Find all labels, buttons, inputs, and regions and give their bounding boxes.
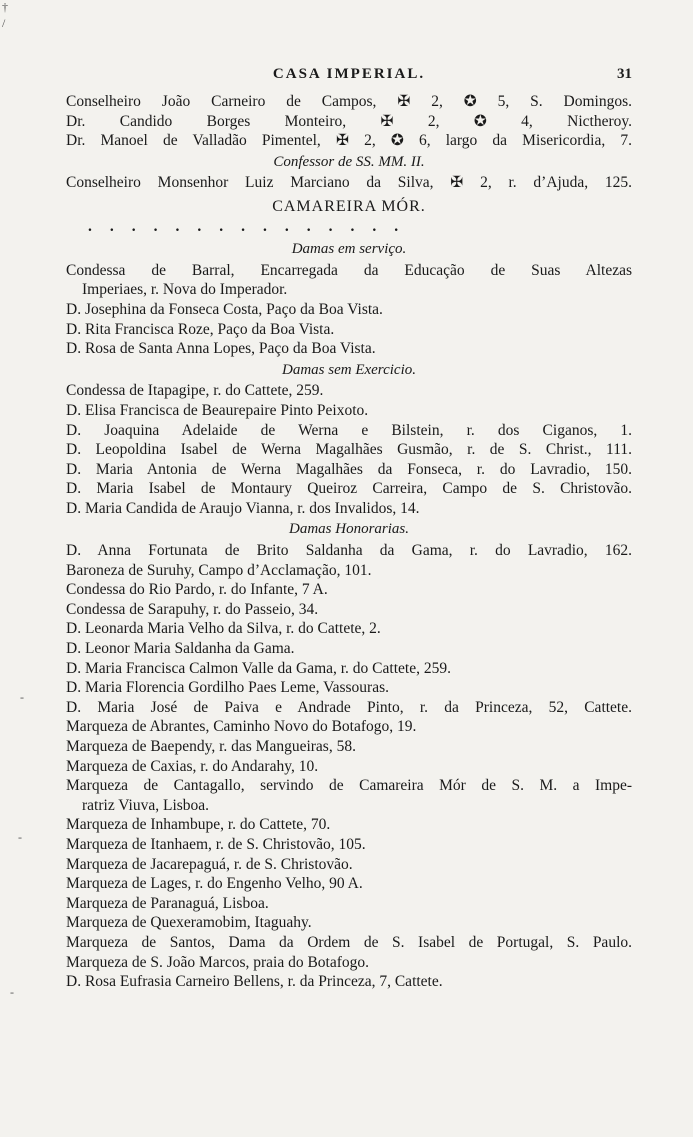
- dotted-leader: ...............: [88, 217, 417, 235]
- list-item: Marqueza de Baependy, r. das Mangueiras, 58.: [66, 738, 356, 755]
- list-item: Marqueza de Santos, Dama da Ordem de S. Isabel de Portugal, S. Paulo.: [66, 933, 632, 951]
- list-item: D. Maria Candida de Araujo Vianna, r. dos Invalidos, 14.: [66, 499, 420, 517]
- list-item: Baroneza de Suruhy, Campo d’Acclamação, 101.: [66, 561, 372, 579]
- list-item: Condessa de Barral, Encarregada da Educação de Suas Altezas: [66, 261, 632, 279]
- list-item: Marqueza de Jacarepaguá, r. de S. Christovão.: [66, 855, 353, 873]
- list-item: D. Elisa Francisca de Beaurepaire Pinto Peixoto.: [66, 401, 369, 419]
- list-item: Marqueza de Inhambupe, r. do Cattete, 70.: [66, 816, 331, 834]
- running-header: [66, 66, 632, 88]
- list-item: D. Rosa de Santa Anna Lopes, Paço da Boa Vista.: [66, 340, 376, 358]
- list-item: Marqueza de Cantagallo, servindo de Camareira Mór de S. M. a Impe-: [66, 777, 632, 795]
- page-title: CASA IMPERIAL.: [272, 66, 426, 82]
- list-item: D. Maria Florencia Gordilho Paes Leme, Vassouras.: [66, 679, 389, 697]
- office-heading: CAMAREIRA MÓR.: [272, 197, 426, 215]
- list-item: Imperiaes, r. Nova do Imperador.: [82, 281, 288, 299]
- list-item: Marqueza de Caxias, r. do Andarahy, 10.: [66, 757, 319, 775]
- section-heading: Damas Honorarias.: [288, 521, 409, 538]
- margin-mark: /: [2, 16, 6, 30]
- text-body: [66, 92, 632, 992]
- section-heading: Damas em serviço.: [291, 241, 407, 258]
- margin-mark: †: [2, 0, 8, 14]
- list-item: Marqueza de Paranaguá, Lisboa.: [66, 894, 269, 912]
- list-item: Conselheiro Monsenhor Luiz Marciano da Silva, ✠ 2, r. d’Ajuda, 125.: [66, 174, 632, 192]
- list-item: D. Anna Fortunata de Brito Saldanha da Gama, r. do Lavradio, 162.: [66, 542, 632, 560]
- list-item: D. Rita Francisca Roze, Paço da Boa Vista.: [66, 320, 335, 338]
- margin-mark: -: [10, 985, 14, 999]
- list-item: D. Josephina da Fonseca Costa, Paço da Boa Vista.: [66, 300, 383, 318]
- margin-mark: -: [18, 830, 22, 844]
- list-item: Dr. Candido Borges Monteiro, ✠ 2, ✪ 4, Nictheroy.: [66, 112, 632, 130]
- section-heading: Damas sem Exercicio.: [282, 361, 416, 378]
- list-item: Marqueza de Lages, r. do Engenho Velho, 90 A.: [66, 875, 363, 893]
- list-item: D. Maria Antonia de Werna Magalhães da Fonseca, r. do Lavradio, 150.: [66, 460, 632, 478]
- list-item: Condessa de Sarapuhy, r. do Passeio, 34.: [66, 600, 319, 618]
- list-item: D. Leopoldina Isabel de Werna Magalhães Gusmão, r. de S. Christ., 111.: [66, 441, 632, 459]
- list-item: Conselheiro João Carneiro de Campos, ✠ 2, ✪ 5, S. Domingos.: [66, 93, 632, 110]
- list-item: D. Maria Francisca Calmon Valle da Gama, r. do Cattete, 259.: [66, 659, 451, 677]
- list-item: D. Maria José de Paiva e Andrade Pinto, r. da Princeza, 52, Cattete.: [66, 698, 632, 716]
- list-item: D. Leonor Maria Saldanha da Gama.: [66, 640, 295, 658]
- list-item: Dr. Manoel de Valladão Pimentel, ✠ 2, ✪ 6, largo da Misericordia, 7.: [66, 132, 632, 150]
- list-item: D. Rosa Eufrasia Carneiro Bellens, r. da Princeza, 7, Cattete.: [66, 973, 443, 991]
- section-heading: Confessor de SS. MM. II.: [273, 153, 425, 170]
- list-item: Condessa de Itapagipe, r. do Cattete, 259.: [66, 382, 324, 400]
- list-item: D. Leonarda Maria Velho da Silva, r. do Cattete, 2.: [66, 620, 381, 638]
- list-item: Condessa do Rio Pardo, r. do Infante, 7 A.: [66, 581, 328, 599]
- list-item: ratriz Viuva, Lisboa.: [82, 796, 210, 814]
- margin-mark: -: [20, 690, 24, 704]
- list-item: Marqueza de Itanhaem, r. de S. Christovão, 105.: [66, 835, 366, 853]
- list-item: D. Joaquina Adelaide de Werna e Bilstein, r. dos Ciganos, 1.: [66, 421, 632, 439]
- list-item: D. Maria Isabel de Montaury Queiroz Carreira, Campo de S. Christovão.: [66, 480, 632, 498]
- list-item: Marqueza de Abrantes, Caminho Novo do Botafogo, 19.: [66, 718, 417, 736]
- list-item: Marqueza de S. João Marcos, praia do Botafogo.: [66, 953, 370, 971]
- list-item: Marqueza de Quexeramobim, Itaguahy.: [66, 914, 312, 932]
- page-number: 31: [617, 66, 632, 82]
